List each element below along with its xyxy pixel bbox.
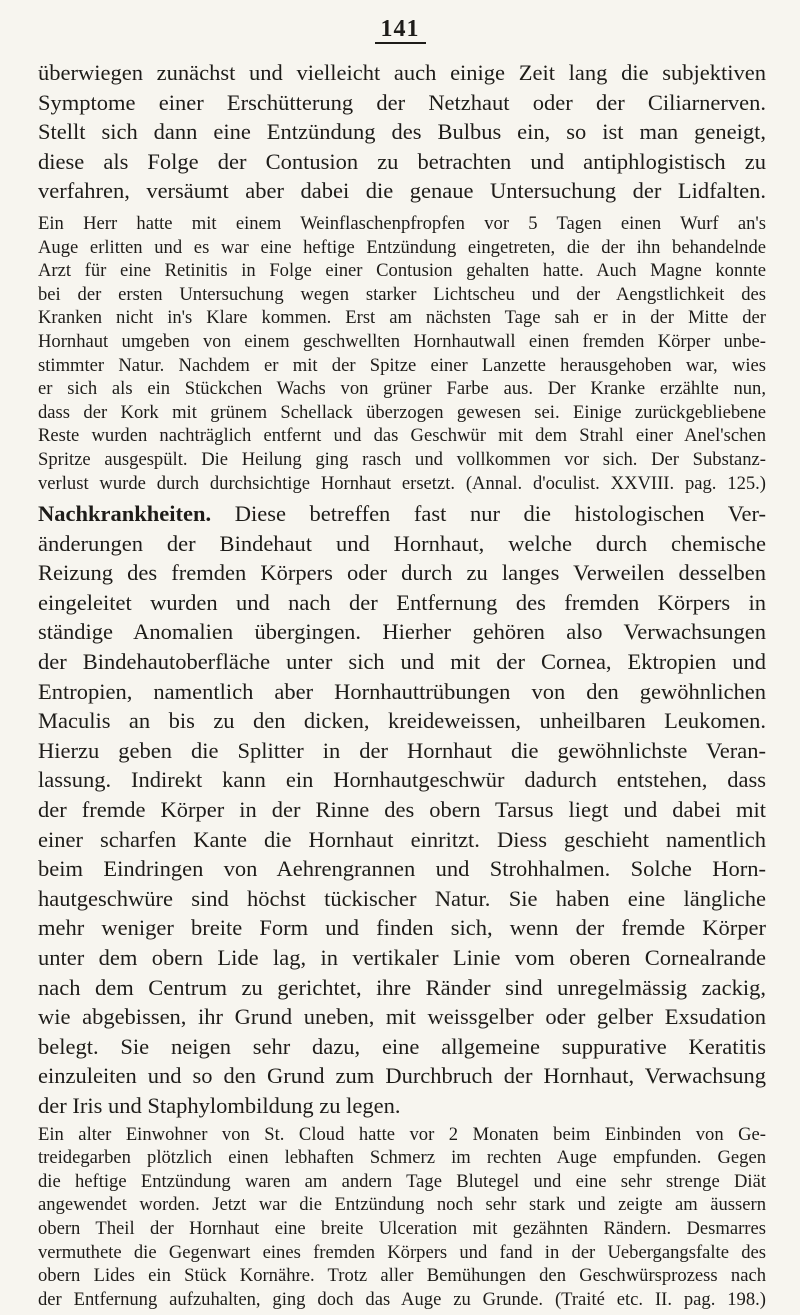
text-line: Stellt sich dann eine Entzündung des Bulbus ein, so ist man geneigt, — [38, 119, 766, 145]
text-line: Auge erlitten und es war eine heftige Entzündung eingetreten, die der ihn behandelnde — [38, 236, 766, 258]
section-first-line-text: Diese betreffen fast nur die histologischen Ver- — [211, 501, 766, 527]
text-line: dass der Kork mit grünem Schellack überzogen gewesen sei. Einige zurückgebliebene — [38, 401, 766, 423]
text-line: bei der ersten Untersuchung wegen starker Lichtscheu und der Aengstlichkeit des — [38, 283, 766, 305]
text-line: obern Lides ein Stück Kornähre. Trotz aller Bemühungen den Geschwürsprozess nach — [38, 1265, 766, 1287]
text-line: lassung. Indirekt kann ein Hornhautgeschwür dadurch entstehen, dass — [38, 767, 766, 793]
text-line: Hornhaut umgeben von einem geschwellten Hornhautwall einen fremden Körper unbe- — [38, 330, 766, 352]
text-line: stimmter Natur. Nachdem er mit der Spitze einer Lanzette herausgehoben war, wies — [38, 354, 766, 376]
section-first-line — [38, 499, 766, 529]
page-number: 141 — [0, 16, 800, 43]
text-line: Reste wurden nachträglich entfernt und das Geschwür mit dem Strahl einer Anel'schen — [38, 425, 766, 447]
text-line: Reizung des fremden Körpers oder durch zu langes Verweilen desselben — [38, 560, 766, 586]
text-line: Symptome einer Erschütterung der Netzhaut oder der Ciliarnerven. — [38, 89, 766, 115]
text-line: der Iris und Staphylombildung zu legen. — [38, 1092, 401, 1118]
text-line: obern Theil der Hornhaut eine breite Ulceration mit gezähnten Rändern. Desmarres — [38, 1217, 766, 1239]
text-line: Entropien, namentlich aber Hornhauttrübungen von den gewöhnlichen — [38, 678, 766, 704]
text-line: diese als Folge der Contusion zu betrachten und antiphlogistisch zu — [38, 148, 766, 174]
text-line: Ein Herr hatte mit einem Weinflaschenpfropfen vor 5 Tagen einen Wurf an's — [38, 212, 766, 234]
text-line: einzuleiten und so den Grund zum Durchbruch der Hornhaut, Verwachsung — [38, 1063, 766, 1089]
text-line: vermuthete die Gegenwart eines fremden Körpers und fand in der Uebergangsfalte des — [38, 1241, 766, 1263]
text-line: die heftige Entzündung waren am andern Tage Blutegel und eine sehr strenge Diät — [38, 1170, 766, 1192]
text-line: ständige Anomalien übergingen. Hierher gehören also Verwachsungen — [38, 619, 766, 645]
text-line: eingeleitet wurden und nach der Entfernung des fremden Körpers in — [38, 589, 766, 615]
text-line: beim Eindringen von Aehrengrannen und Strohhalmen. Solche Horn- — [38, 856, 766, 882]
text-line: Spritze ausgespült. Die Heilung ging rasch und vollkommen vor sich. Der Substanz- — [38, 448, 766, 470]
text-line: Ein alter Einwohner von St. Cloud hatte vor 2 Monaten beim Einbinden von Ge- — [38, 1123, 766, 1145]
text-line: überwiegen zunächst und vielleicht auch einige Zeit lang die subjektiven — [38, 60, 766, 85]
text-line: der Entfernung aufzuhalten, ging doch das Auge zu Grunde. (Traité etc. II. pag. 198.) — [38, 1288, 766, 1310]
text-line: treidegarben plötzlich einen lebhaften Schmerz im rechten Auge empfunden. Gegen — [38, 1147, 766, 1169]
intro-paragraph — [38, 58, 766, 206]
text-line: belegt. Sie neigen sehr dazu, eine allgemeine suppurative Keratitis — [38, 1033, 766, 1059]
text-line: mehr weniger breite Form und finden sich, wenn der fremde Körper — [38, 915, 766, 941]
text-line: der fremde Körper in der Rinne des obern Tarsus liegt und dabei mit — [38, 797, 766, 823]
section-paragraph — [38, 499, 766, 1120]
text-line: nach dem Centrum zu gerichtet, ihre Ränder sind unregelmässig zackig, — [38, 974, 766, 1000]
text-line: er sich als ein Stückchen Wachs von grüner Farbe aus. Der Kranke erzählte nun, — [38, 378, 766, 400]
text-line: Maculis an bis zu den dicken, kreideweissen, unheilbaren Leukomen. — [38, 708, 766, 734]
text-line: einer scharfen Kante die Hornhaut einritzt. Diess geschieht namentlich — [38, 826, 766, 852]
text-line: der Bindehautoberfläche unter sich und mit der Cornea, Ektropien und — [38, 649, 766, 675]
text-column — [38, 58, 766, 1315]
text-line: hautgeschwüre sind höchst tückischer Natur. Sie haben eine längliche — [38, 885, 766, 911]
text-line: verfahren, versäumt aber dabei die genaue Untersuchung der Lidfalten. — [38, 178, 766, 204]
text-line: wie abgebissen, ihr Grund uneben, mit weissgelber oder gelber Exsudation — [38, 1004, 766, 1030]
text-line: verlust wurde durch durchsichtige Hornhaut ersetzt. (Annal. d'oculist. XXVIII. pag. 125.) — [38, 472, 766, 494]
section-heading: Nachkrankheiten. — [38, 501, 212, 527]
case-report-1 — [38, 212, 766, 495]
text-line: Kranken nicht in's Klare kommen. Erst am nächsten Tage sah er in der Mitte der — [38, 307, 766, 329]
text-line: Hierzu geben die Splitter in der Hornhaut die gewöhnlichste Veran- — [38, 737, 766, 763]
text-line: angewendet worden. Jetzt war die Entzündung noch sehr stark und zeigte am äussern — [38, 1194, 766, 1216]
case-report-2 — [38, 1123, 766, 1312]
text-line: Arzt für eine Retinitis in Folge einer Contusion gehalten hatte. Auch Magne konnte — [38, 260, 766, 282]
text-line: unter dem obern Lide lag, in vertikaler Linie vom oberen Cornealrande — [38, 945, 766, 970]
text-line: änderungen der Bindehaut und Hornhaut, welche durch chemische — [38, 530, 766, 556]
